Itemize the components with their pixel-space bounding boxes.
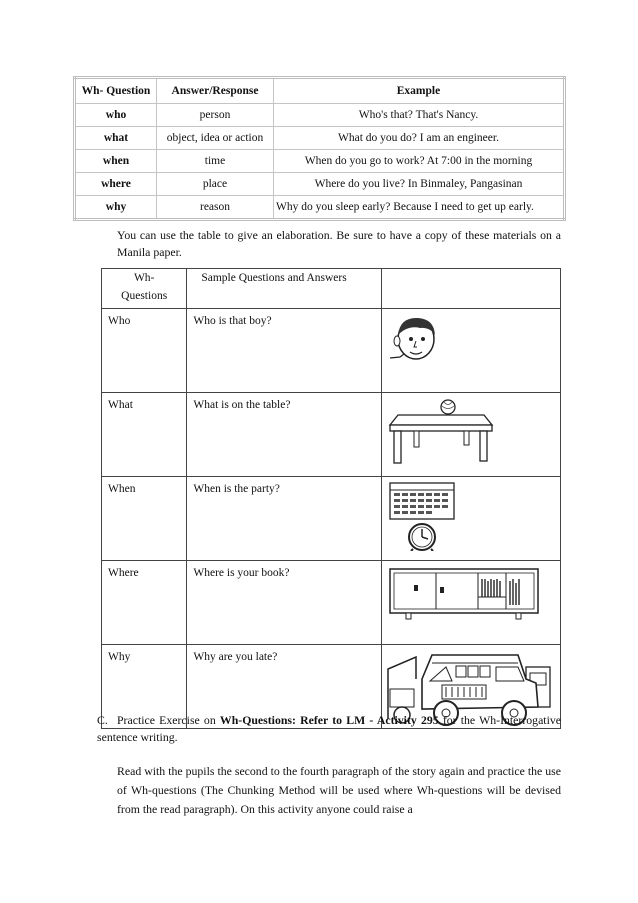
image-cell [382,309,561,393]
example-cell: When do you go to work? At 7:00 in the morning [274,150,565,173]
example-cell: Where do you live? In Binmaley, Pangasinan [274,173,565,196]
section-c-tail: for the Wh-Interrogative sentence writing. [97,713,561,744]
table-row [75,173,565,196]
wh-word-cell: why [75,196,157,220]
boy-face-icon [386,313,446,365]
question-cell: Where is your book? [187,561,382,645]
section-c-bold: Wh-Questions: Refer to LM - Activity 295 [219,713,439,727]
wh-word-cell: When [102,477,187,561]
sample-questions-table [101,268,561,729]
intro-paragraph: You can use the table to give an elaboration. Be sure to have a copy of these materials on a Manila paper. [117,228,561,259]
column-header [187,269,382,309]
wh-question-reference-table [73,76,566,221]
question-cell: What is on the table? [187,393,382,477]
answer-type-cell: reason [157,196,274,220]
section-marker: C. [97,713,108,727]
answer-type-cell: place [157,173,274,196]
table-with-ball-icon [386,397,496,465]
answer-type-cell: object, idea or action [157,127,274,150]
column-header: Wh- Question [75,78,157,104]
answer-type-cell: time [157,150,274,173]
table-row [75,127,565,150]
image-cell [382,393,561,477]
wh-word-cell: Why [102,645,187,729]
wh-word-cell: where [75,173,157,196]
question-cell: Why are you late? [187,645,382,729]
question-cell: Who is that boy? [187,309,382,393]
column-header: Example [274,78,565,104]
section-c-lead: Practice Exercise on [117,713,216,727]
example-cell: Why do you sleep early? Because I need to get up early. [274,196,565,220]
answer-type-cell: person [157,104,274,127]
table-row [102,393,561,477]
table-row [102,477,561,561]
table-row [102,309,561,393]
image-cell [382,477,561,561]
column-header [102,269,187,309]
table-row [75,150,565,173]
header-line: Questions [121,290,168,302]
example-cell: What do you do? I am an engineer. [274,127,565,150]
wh-word-cell: who [75,104,157,127]
table-header-row [75,78,565,104]
question-cell: When is the party? [187,477,382,561]
table-header-row [102,269,561,309]
final-paragraph: Read with the pupils the second to the fourth paragraph of the story again and practice the use of Wh-questions (The Chunking Method will be used where Wh-questions will be devised from the read paragraph). On this activity anyone could raise a [117,764,561,816]
example-cell: Who's that? That's Nancy. [274,104,565,127]
wh-word-cell: Where [102,561,187,645]
header-line: Wh- [133,272,155,284]
bookshelf-icon [386,565,542,623]
calendar-clock-icon [386,481,466,551]
wh-word-cell: What [102,393,187,477]
header-text: Sample Questions and Answers [201,272,347,284]
column-header: Answer/Response [157,78,274,104]
section-c-paragraph [97,712,561,746]
wh-word-cell: Who [102,309,187,393]
column-header [382,269,561,309]
table-row [102,561,561,645]
image-cell [382,561,561,645]
wh-word-cell: when [75,150,157,173]
table-row [75,196,565,220]
table-row [75,104,565,127]
wh-word-cell: what [75,127,157,150]
